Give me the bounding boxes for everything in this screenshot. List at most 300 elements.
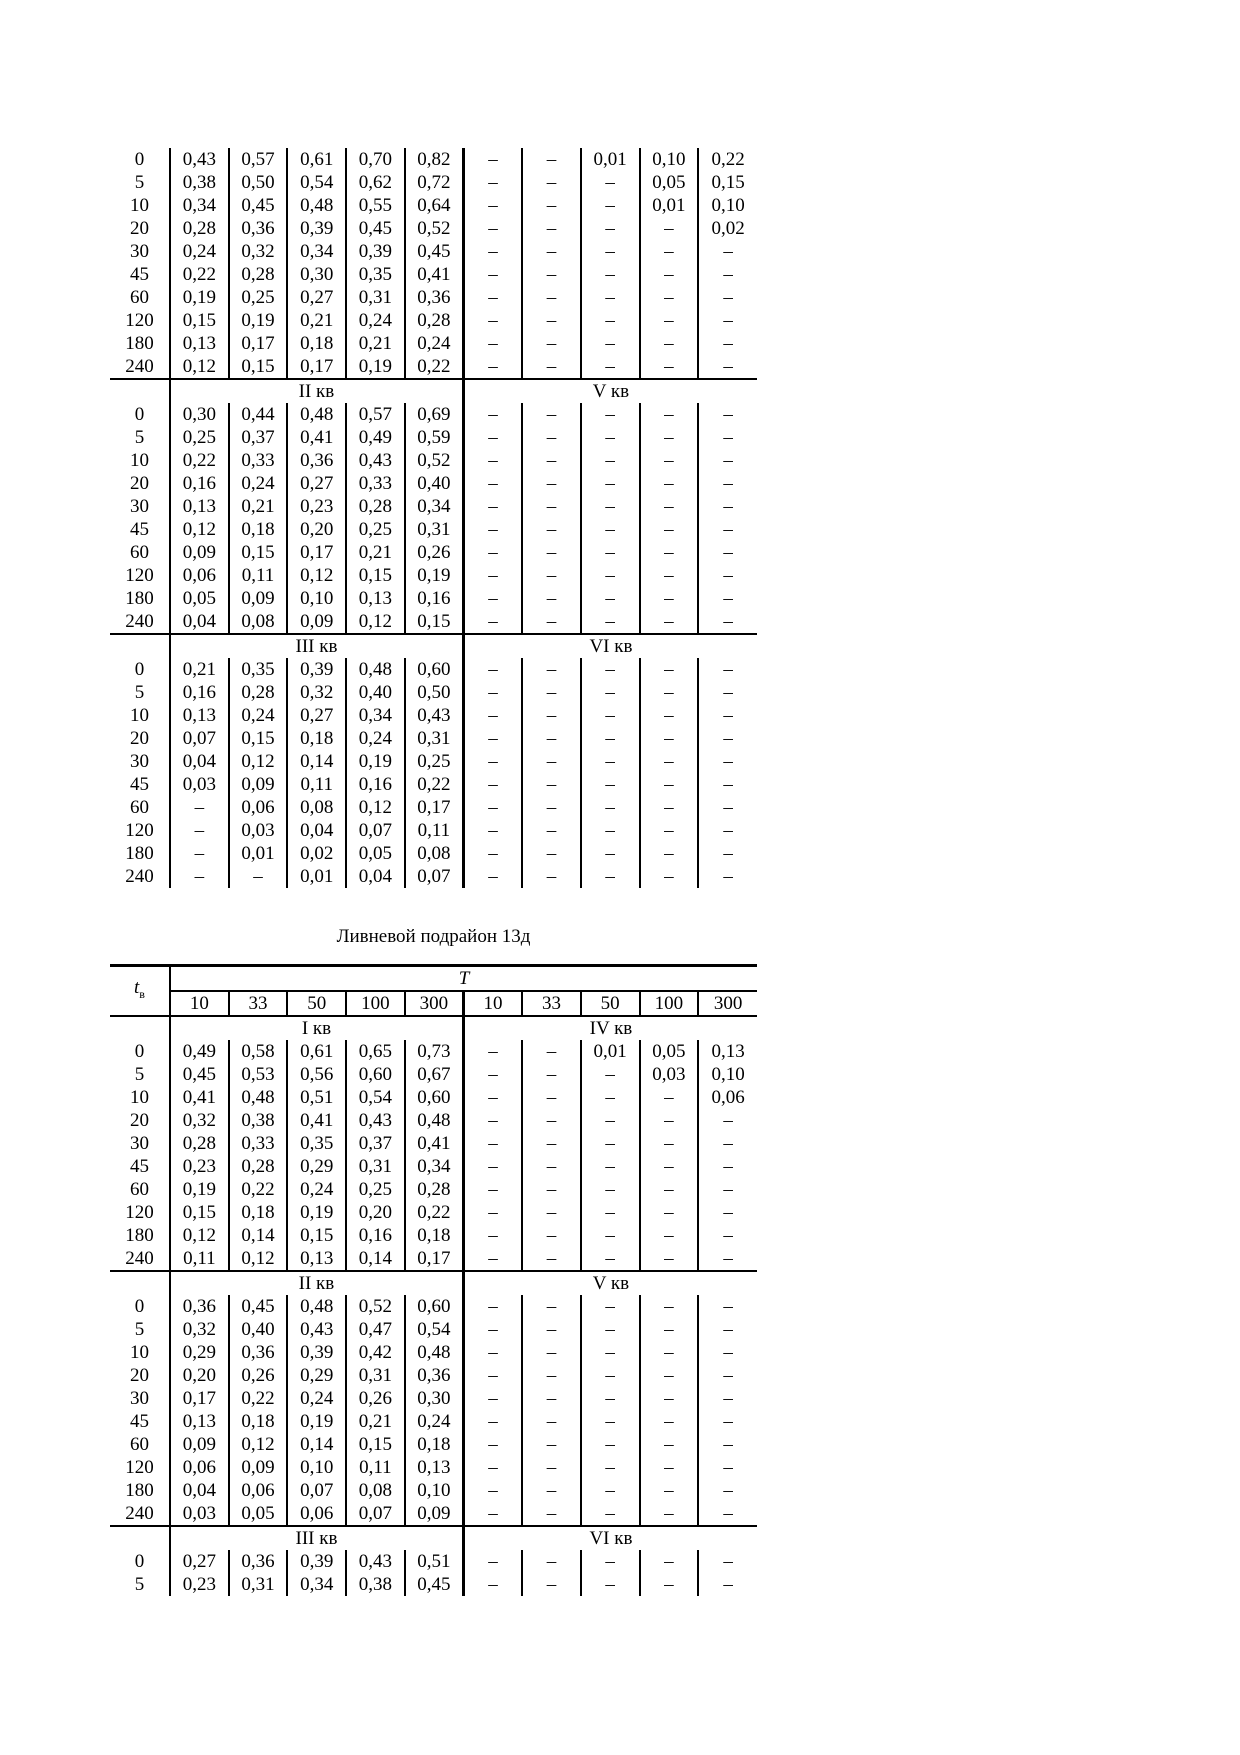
value-cell: – [463,727,522,750]
value-cell: 0,37 [346,1132,405,1155]
value-cell: 0,55 [346,194,405,217]
value-cell: 0,28 [405,309,464,332]
duration-cell: 30 [130,751,149,772]
value-cell: 0,19 [287,1201,346,1224]
value-cell: 0,12 [229,750,288,773]
duration-cell: 180 [125,843,154,864]
value-cell: 0,38 [170,171,229,194]
value-cell: – [640,1387,699,1410]
value-cell: – [522,449,581,472]
table-row [110,704,757,727]
value-cell: – [522,309,581,332]
value-cell: 0,39 [287,1550,346,1573]
value-cell: – [463,1295,522,1318]
table-row [110,472,757,495]
value-cell: – [698,773,757,796]
value-cell: 0,07 [405,865,464,888]
value-cell: – [698,309,757,332]
value-cell: – [581,1109,640,1132]
value-cell: – [581,263,640,286]
value-cell: 0,24 [346,309,405,332]
value-cell: – [698,1155,757,1178]
value-cell: 0,26 [229,1364,288,1387]
duration-cell: 45 [130,1156,149,1177]
value-cell: – [581,1132,640,1155]
value-cell: – [698,1132,757,1155]
value-cell: 0,18 [229,518,288,541]
value-cell: 0,15 [346,1433,405,1456]
value-cell: 0,22 [405,773,464,796]
value-cell: 0,50 [229,171,288,194]
value-cell: – [463,1155,522,1178]
value-cell: 0,34 [287,240,346,263]
value-cell: 0,32 [170,1109,229,1132]
value-cell: – [698,1479,757,1502]
value-cell: 0,30 [405,1387,464,1410]
value-cell: – [581,658,640,681]
value-cell: 0,28 [229,681,288,704]
blank-cell [110,634,170,658]
table-row [110,148,757,171]
value-cell: – [463,564,522,587]
value-cell: 0,10 [287,1456,346,1479]
value-cell: – [581,1456,640,1479]
quarter-label: VI кв [463,634,757,658]
value-cell: 0,19 [170,1178,229,1201]
value-cell: 0,15 [170,1201,229,1224]
table-row [110,217,757,240]
value-cell: 0,64 [405,194,464,217]
value-cell: 0,43 [287,1318,346,1341]
value-cell: 0,48 [346,658,405,681]
rain-table-13d [110,964,757,1596]
table-row [110,1456,757,1479]
value-cell: – [522,217,581,240]
value-cell: 0,16 [170,472,229,495]
value-cell: – [581,1086,640,1109]
value-cell: 0,34 [405,495,464,518]
value-cell: 0,22 [698,148,757,171]
value-cell: – [522,658,581,681]
value-cell: – [463,796,522,819]
value-cell: – [581,1410,640,1433]
value-cell: 0,48 [287,194,346,217]
value-cell: 0,36 [405,1364,464,1387]
value-cell: – [698,518,757,541]
value-cell: – [463,1502,522,1526]
value-cell: – [640,842,699,865]
value-cell: 0,15 [229,355,288,379]
duration-cell: 240 [110,355,170,379]
value-cell: 0,01 [581,148,640,171]
value-cell: 0,28 [170,1132,229,1155]
value-cell: 0,43 [405,704,464,727]
value-cell: – [522,819,581,842]
table-row [110,681,757,704]
value-cell: 0,32 [229,240,288,263]
value-cell: 0,57 [346,403,405,426]
value-cell: 0,70 [346,148,405,171]
table-row [110,1132,757,1155]
value-cell: 0,49 [170,1040,229,1063]
value-cell: – [522,355,581,379]
value-cell: – [522,1132,581,1155]
value-cell: 0,23 [170,1155,229,1178]
value-cell: 0,48 [405,1109,464,1132]
period-header: 10 [170,991,229,1016]
value-cell: – [640,263,699,286]
value-cell: 0,67 [405,1063,464,1086]
value-cell: 0,69 [405,403,464,426]
value-cell: – [463,587,522,610]
value-cell: 0,11 [405,819,464,842]
value-cell: – [581,403,640,426]
value-cell: – [522,1341,581,1364]
duration-cell: 0 [134,1551,145,1572]
table-row [110,1063,757,1086]
value-cell: – [581,426,640,449]
blank-cell [110,379,170,403]
value-cell: 0,25 [346,518,405,541]
value-cell: – [640,796,699,819]
table-row [110,1201,757,1224]
duration-cell: 5 [134,1064,145,1085]
value-cell: 0,48 [287,1295,346,1318]
duration-cell: 0 [134,659,145,680]
value-cell: – [698,681,757,704]
value-cell: – [581,194,640,217]
value-cell: 0,53 [229,1063,288,1086]
value-cell: 0,14 [287,750,346,773]
value-cell: 0,45 [346,217,405,240]
value-cell: – [463,1086,522,1109]
value-cell: 0,15 [229,727,288,750]
value-cell: 0,17 [229,332,288,355]
value-cell: 0,12 [170,1224,229,1247]
value-cell: – [522,1063,581,1086]
value-cell: 0,25 [170,426,229,449]
duration-cell: 30 [130,241,149,262]
value-cell: 0,60 [405,1295,464,1318]
value-cell: 0,35 [346,263,405,286]
duration-cell: 20 [130,218,149,239]
value-cell: 0,35 [287,1132,346,1155]
duration-cell: 180 [125,1225,154,1246]
value-cell: 0,47 [346,1318,405,1341]
table-row [110,1502,757,1526]
value-cell: – [581,610,640,634]
value-cell: – [640,1247,699,1271]
value-cell: – [522,518,581,541]
value-cell: 0,05 [640,1040,699,1063]
value-cell: 0,05 [170,587,229,610]
duration-cell: 30 [130,1133,149,1154]
value-cell: 0,73 [405,1040,464,1063]
value-cell: – [463,495,522,518]
value-cell: 0,22 [170,263,229,286]
duration-cell: 60 [130,542,149,563]
duration-cell: 120 [125,1457,154,1478]
quarter-label-row [110,1526,757,1550]
value-cell: – [522,1178,581,1201]
duration-cell: 45 [130,774,149,795]
value-cell: 0,15 [405,610,464,634]
value-cell: 0,07 [346,819,405,842]
value-cell: 0,25 [229,286,288,309]
value-cell: – [640,449,699,472]
value-cell: 0,08 [346,1479,405,1502]
table-row [110,1224,757,1247]
value-cell: – [522,495,581,518]
value-cell: 0,43 [346,1550,405,1573]
value-cell: – [698,1109,757,1132]
value-cell: – [170,842,229,865]
value-cell: 0,36 [229,1550,288,1573]
value-cell: – [640,240,699,263]
value-cell: – [463,403,522,426]
value-cell: 0,28 [170,217,229,240]
value-cell: 0,33 [346,472,405,495]
value-cell: – [640,495,699,518]
value-cell: – [581,681,640,704]
value-cell: 0,28 [229,263,288,286]
value-cell: – [522,1550,581,1573]
value-cell: 0,40 [229,1318,288,1341]
value-cell: – [581,1178,640,1201]
table-row [110,1295,757,1318]
value-cell: – [640,1318,699,1341]
value-cell: – [463,1201,522,1224]
value-cell: – [640,1410,699,1433]
value-cell: 0,25 [346,1178,405,1201]
value-cell: 0,61 [287,1040,346,1063]
value-cell: 0,08 [287,796,346,819]
table-row [110,842,757,865]
value-cell: 0,22 [405,355,464,379]
value-cell: – [463,842,522,865]
value-cell: – [463,1224,522,1247]
value-cell: – [640,773,699,796]
value-cell: 0,22 [229,1387,288,1410]
table-row [110,865,757,888]
value-cell: – [698,865,757,888]
value-cell: 0,26 [346,1387,405,1410]
value-cell: 0,41 [287,1109,346,1132]
value-cell: 0,51 [287,1086,346,1109]
value-cell: – [581,171,640,194]
value-cell: 0,42 [346,1341,405,1364]
value-cell: 0,06 [170,1456,229,1479]
duration-cell: 180 [125,1480,154,1501]
period-header: 50 [581,991,640,1016]
value-cell: 0,01 [287,865,346,888]
value-cell: – [522,171,581,194]
value-cell: – [698,727,757,750]
value-cell: 0,11 [229,564,288,587]
table-row [110,658,757,681]
duration-cell: 60 [130,797,149,818]
value-cell: 0,19 [229,309,288,332]
value-cell: 0,19 [405,564,464,587]
table-row [110,727,757,750]
quarter-label: II кв [170,379,463,403]
value-cell: 0,33 [229,449,288,472]
duration-cell: 120 [125,565,154,586]
value-cell: – [640,1132,699,1155]
value-cell: 0,20 [170,1364,229,1387]
value-cell: 0,13 [170,704,229,727]
value-cell: – [463,286,522,309]
value-cell: – [640,681,699,704]
period-header: 100 [346,991,405,1016]
value-cell: – [522,1387,581,1410]
value-cell: 0,05 [640,171,699,194]
value-cell: – [463,148,522,171]
value-cell: 0,09 [405,1502,464,1526]
value-cell: – [698,610,757,634]
value-cell: – [640,819,699,842]
value-cell: 0,31 [346,1155,405,1178]
value-cell: 0,10 [640,148,699,171]
table-row [110,194,757,217]
value-cell: – [463,750,522,773]
value-cell: – [522,1201,581,1224]
duration-cell: 20 [130,1365,149,1386]
value-cell: – [698,1433,757,1456]
value-cell: 0,36 [405,286,464,309]
value-cell: – [522,1502,581,1526]
value-cell: 0,23 [287,495,346,518]
table-row [110,1433,757,1456]
value-cell: – [463,1247,522,1271]
value-cell: – [640,727,699,750]
value-cell: 0,62 [346,171,405,194]
value-cell: – [581,819,640,842]
value-cell: – [463,704,522,727]
value-cell: 0,14 [346,1247,405,1271]
value-cell: – [522,1040,581,1063]
duration-cell: 20 [130,473,149,494]
value-cell: 0,45 [229,194,288,217]
period-header: 33 [522,991,581,1016]
value-cell: 0,18 [287,332,346,355]
value-cell: 0,29 [287,1155,346,1178]
value-cell: – [581,587,640,610]
value-cell: 0,19 [346,355,405,379]
table-row [110,286,757,309]
value-cell: 0,50 [405,681,464,704]
value-cell: – [463,1040,522,1063]
value-cell: – [522,263,581,286]
quarter-label: I кв [170,1016,463,1040]
value-cell: – [698,472,757,495]
value-cell: 0,23 [170,1573,229,1596]
value-cell: – [581,750,640,773]
value-cell: – [522,286,581,309]
table-row [110,610,757,634]
value-cell: – [581,1224,640,1247]
rain-table-top [110,148,757,888]
quarter-label: V кв [463,1271,757,1295]
table-row [110,1318,757,1341]
value-cell: 0,44 [229,403,288,426]
value-cell: 0,34 [346,704,405,727]
value-cell: 0,09 [229,587,288,610]
value-cell: 0,72 [405,171,464,194]
value-cell: – [640,658,699,681]
value-cell: 0,16 [170,681,229,704]
value-cell: 0,19 [287,1410,346,1433]
duration-cell: 45 [130,1411,149,1432]
value-cell: 0,12 [170,518,229,541]
value-cell: – [463,865,522,888]
value-cell: 0,28 [346,495,405,518]
value-cell: 0,03 [640,1063,699,1086]
value-cell: 0,09 [170,541,229,564]
value-cell: 0,11 [170,1247,229,1271]
value-cell: 0,24 [346,727,405,750]
value-cell: – [698,704,757,727]
table-row [110,1040,757,1063]
value-cell: – [640,1109,699,1132]
value-cell: 0,06 [170,564,229,587]
value-cell: 0,13 [287,1247,346,1271]
value-cell: 0,24 [170,240,229,263]
value-cell: 0,37 [229,426,288,449]
value-cell: – [581,564,640,587]
value-cell: – [522,704,581,727]
value-cell: – [581,773,640,796]
value-cell: 0,16 [405,587,464,610]
value-cell: – [698,332,757,355]
value-cell: 0,34 [405,1155,464,1178]
value-cell: – [640,564,699,587]
value-cell: 0,06 [229,1479,288,1502]
value-cell: – [640,1550,699,1573]
table-row [110,1550,757,1573]
quarter-label-row [110,1016,757,1040]
duration-cell: 45 [130,519,149,540]
value-cell: 0,18 [287,727,346,750]
value-cell: – [581,286,640,309]
value-cell: – [640,1086,699,1109]
value-cell: 0,40 [346,681,405,704]
table-row [110,495,757,518]
value-cell: 0,10 [698,1063,757,1086]
value-cell: – [522,587,581,610]
value-cell: – [463,1479,522,1502]
value-cell: – [581,541,640,564]
value-cell: – [581,1479,640,1502]
duration-cell: 240 [110,610,170,634]
table-row [110,1410,757,1433]
table-row [110,773,757,796]
period-header: 100 [640,991,699,1016]
value-cell: – [463,518,522,541]
value-cell: 0,21 [229,495,288,518]
duration-cell: 30 [130,1388,149,1409]
value-cell: 0,58 [229,1040,288,1063]
value-cell: – [463,1109,522,1132]
value-cell: 0,24 [229,472,288,495]
table-row [110,240,757,263]
value-cell: 0,57 [229,148,288,171]
value-cell: – [640,704,699,727]
table-row [110,355,757,379]
value-cell: 0,15 [229,541,288,564]
value-cell: – [463,610,522,634]
value-cell: 0,61 [287,148,346,171]
